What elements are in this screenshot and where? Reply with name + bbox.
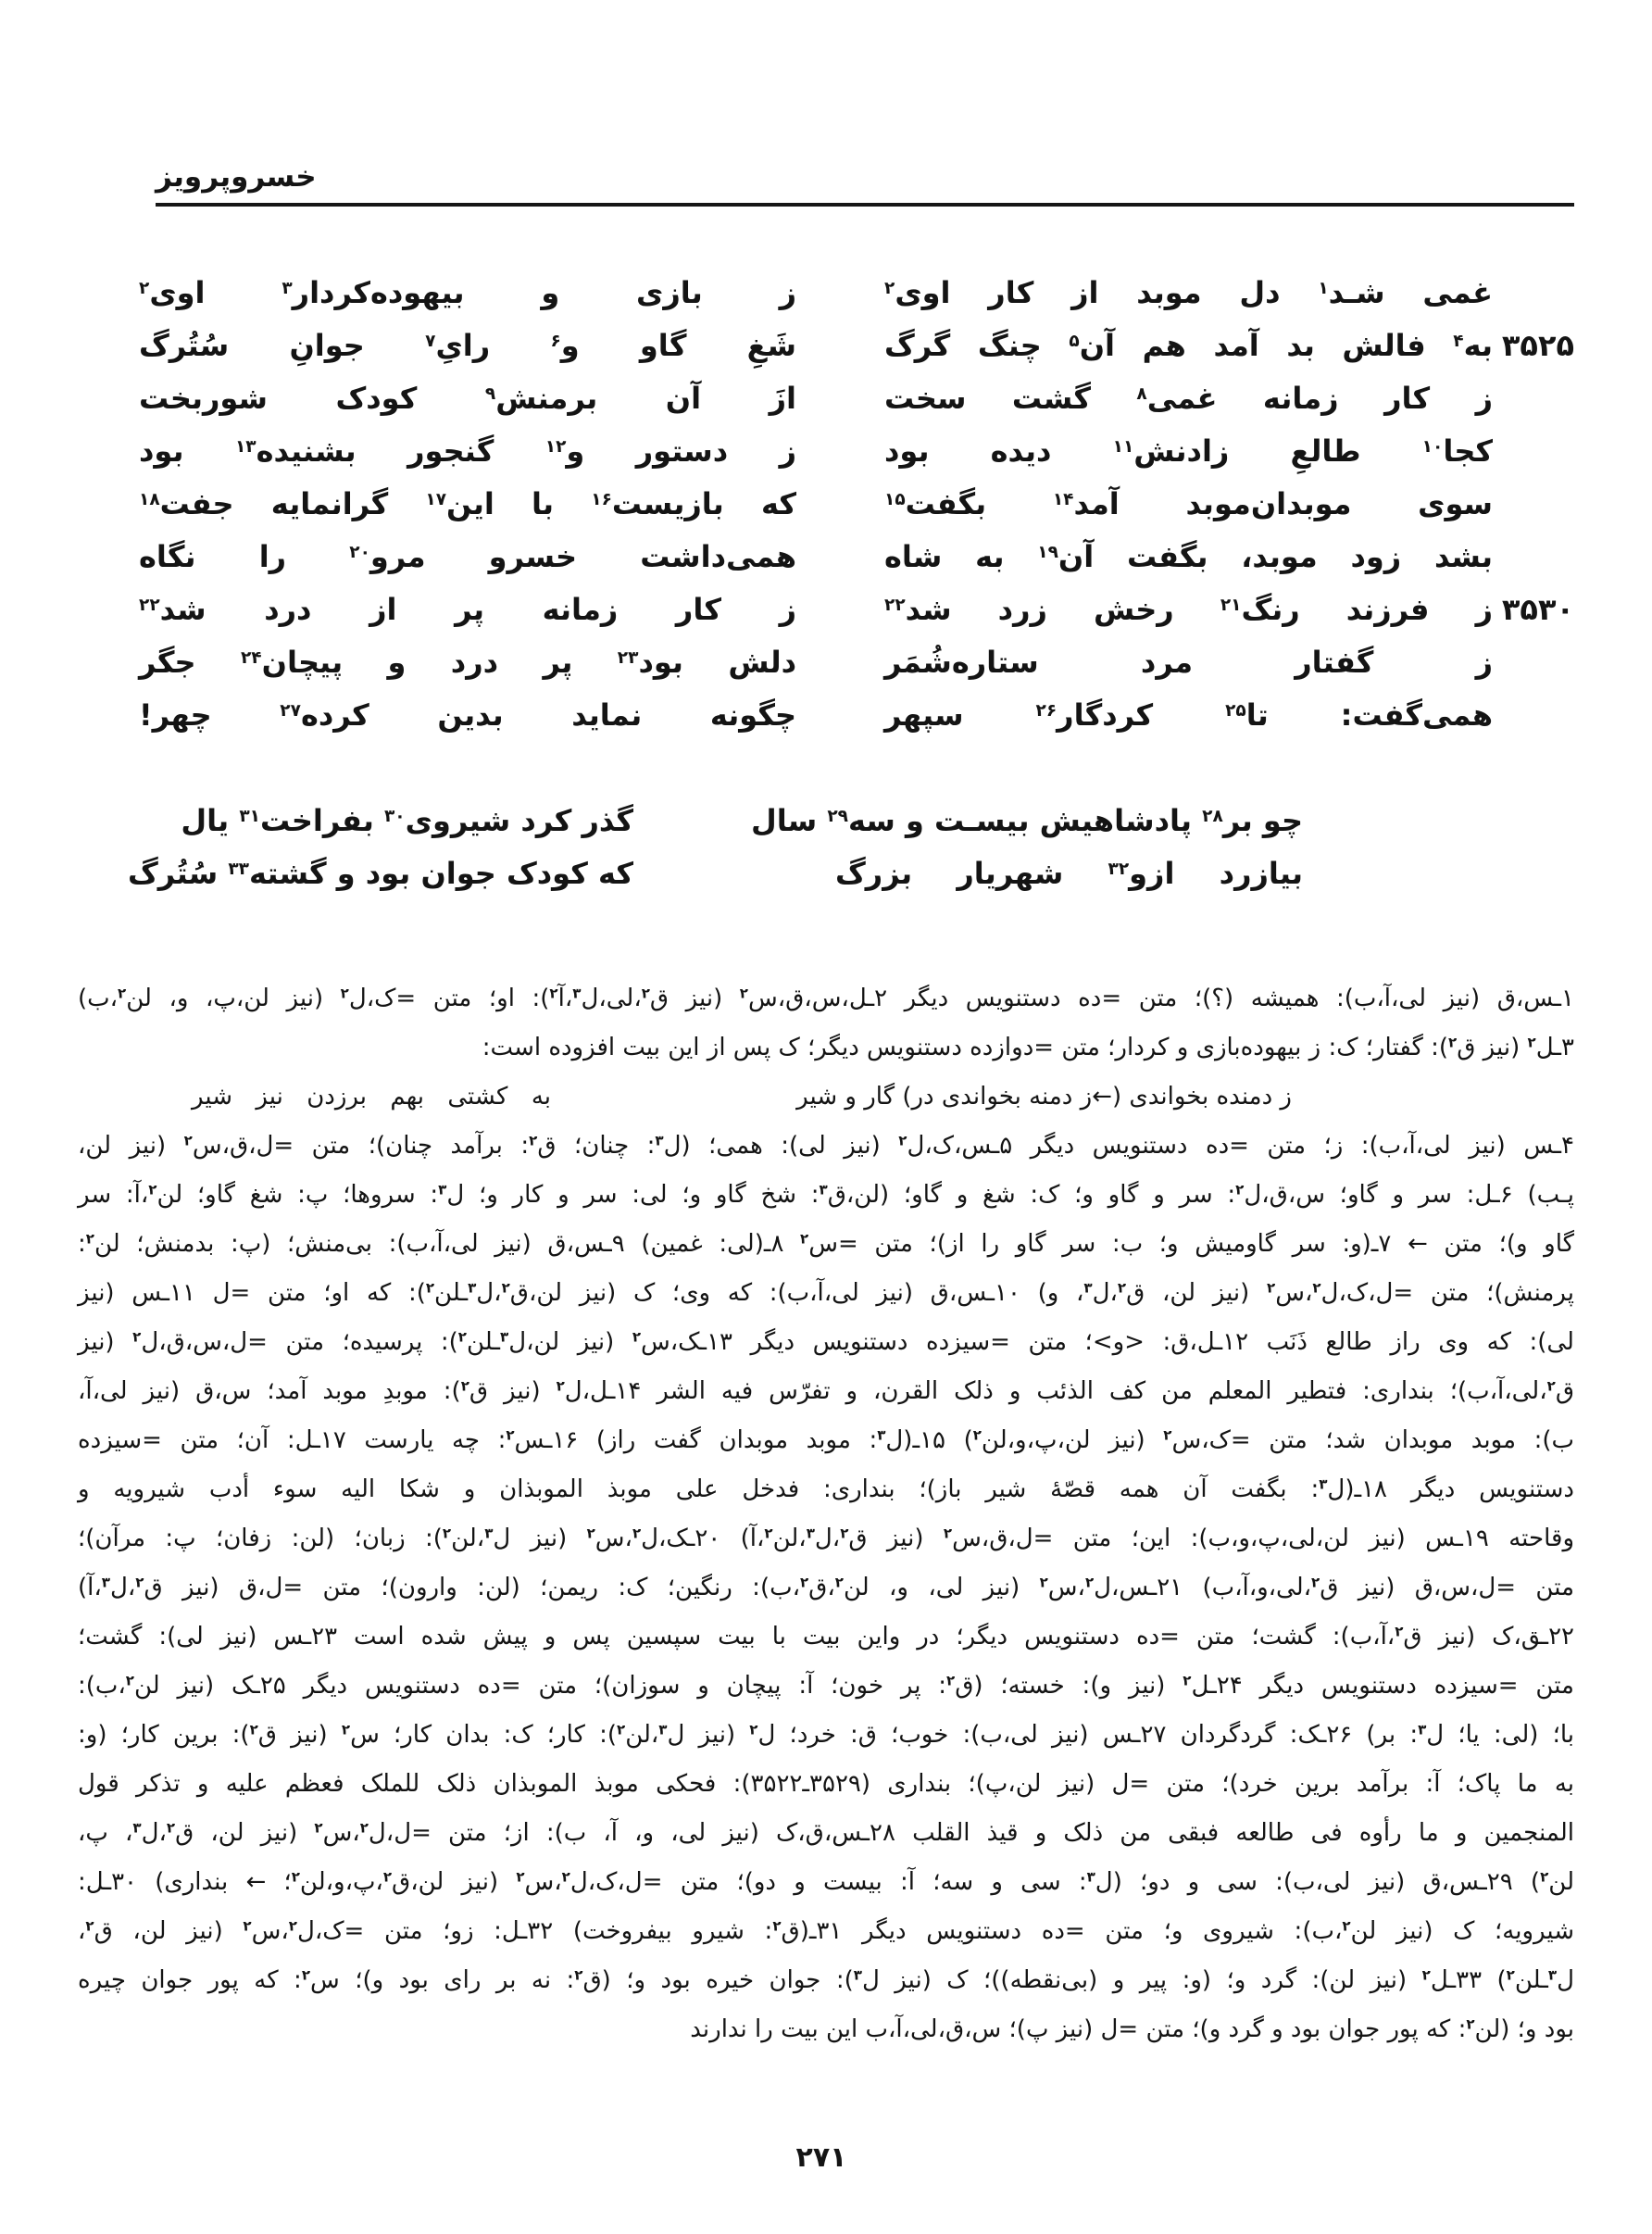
header-rule — [156, 203, 1574, 207]
apparatus-section — [78, 974, 1574, 2054]
hemistich-left: چگونه نماید بدین کرده$^{۲۷}$ چهر! — [139, 697, 797, 733]
hemistich-right: چو بر$^{۲۸}$ پادشاهیش بیسـت و سه$^{۲۹}$ سال — [750, 803, 1303, 838]
verse-number — [1493, 531, 1574, 584]
apparatus-line: پـب) ۶ـل: سر و گاو؛ س،ق،ل$^۲$: سر و گاو و؛ ک: شغ و گاو؛ (لن،ق$^۳$: شخ گاو و؛ لی: سر و کار و؛ ل$^۳$: سروها؛ پ: شغ گاو؛ لن$^۲$،آ: سر — [78, 1181, 1574, 1209]
verse-number — [1493, 636, 1574, 689]
hemistich-right: به$^۴$ فالش بد آمد هم آن$^۵$ چنگ گرگ — [884, 328, 1494, 363]
hemistich-right: همی‌گفت: تا$^{۲۵}$ کردگار$^{۲۶}$ سپهر — [884, 697, 1493, 733]
apparatus-line: ل$^۳$ـلن$^۲$) ۳۳ـل$^۲$ (نیز لن): گرد و؛ (و: پیر و (بی‌نقطه))؛ ک (نیز ل$^۳$): جوان خیره بود و؛ (ق$^۲$: نه بر رای بود و)؛ س$^۲$: که پور جوان چیره — [78, 1966, 1574, 1994]
verse-row — [139, 636, 1574, 689]
apparatus-line: شیرویه؛ ک (نیز لن$^۲$،ب): شیروی و؛ متن =ده دستنویس دیگر ۳۱ـ(ق$^۲$: شیرو بیفروخت) ۳۲ـل: زو؛ متن =ک،ل$^۲$،س$^۲$ (نیز لن، ق$^۲$، — [78, 1917, 1575, 1945]
verse-row — [139, 320, 1574, 372]
apparatus-line: ۳ـل$^۲$ (نیز ق$^۲$): گفتار؛ ک: ز بیهوده‌بازی و کردار؛ متن =دوازده دستنویس دیگر؛ ک پس از این بیت افزوده است: — [482, 1034, 1574, 1061]
apparatus-line: متن =ل،س،ق (نیز ق$^۲$،لی،و،آ،ب) ۲۱ـس،ل$^۲$،س$^۲$ (نیز لی، و، لن$^۲$،ق$^۲$،ب): رنگین؛ ک: ریمن؛ (لن: وارون)؛ متن =ل،ق (نیز ق$^۲$،ل$^۳$،آ) — [78, 1574, 1574, 1601]
hemistich-left: دلش بود$^{۲۳}$ پر درد و پیچان$^{۲۴}$ جگر — [139, 645, 797, 680]
quoted-hemistich-right: ز دمنده بخواندی (←ز دمنه بخواندی در) گار و شیر — [796, 1083, 1292, 1111]
verse-number — [1493, 267, 1574, 320]
hemistich-right: سوی موبدان‌موبد آمد$^{۱۴}$ بگفت$^{۱۵}$ — [884, 486, 1494, 521]
verse-row — [139, 425, 1574, 478]
hemistich-left: همی‌داشت خسرو مرو$^{۲۰}$ را نگاه — [139, 539, 796, 574]
apparatus-line: المنجمین و ما رأوه فی طالعه فبقی من ذلک و قیذ القلب ۲۸ـس،ق،ک (نیز لی، و، آ، ب): از؛ متن =ل،ل$^۲$،س$^۲$ (نیز لن، ق$^۲$،ل$^۳$، پ، — [78, 1819, 1574, 1847]
hemistich-left: ازَ آن برمنش$^۹$ کودک شوربخت — [139, 381, 797, 416]
quoted-hemistich-left: به کشتی بهم برزدن نیز شیر — [192, 1083, 551, 1111]
hemistich-left: که کودک جوان بود و گشته$^{۳۳}$ سُتُرگ — [128, 856, 633, 891]
hemistich-left: که بازیست$^{۱۶}$ با این$^{۱۷}$ گرانمایه جفت$^{۱۸}$ — [139, 486, 797, 521]
hemistich-left: گذر کرد شیروی$^{۳۰}$ بفراخت$^{۳۱}$ یال — [181, 803, 633, 838]
apparatus-line: ق$^۲$،لی،آ،ب)؛ بنداری: فتطیر المعلم من کف الذئب و ذلک القرن، و تفرّس فیه الشر ۱۴ـل،ل$^۲$ (نیز ق$^۲$): موبدِ موبد آمد؛ س،ق (نیز لی،آ، — [78, 1377, 1574, 1405]
apparatus-line: گاو و)؛ متن ← ۷ـ(و: سر گاومیش و؛ ب: سر گاو را از)؛ متن =س$^۲$ ۸ـ(لی: غمین) ۹ـس،ق (نیز لی،آ،ب): بی‌منش؛ (پ: بدمنش؛ لن$^۲$: — [78, 1230, 1574, 1258]
hemistich-right: ز کار زمانه غمی$^۸$ گشت سخت — [884, 381, 1494, 416]
apparatus-line: لن$^۲$) ۲۹ـس،ق (نیز لی،ب): سی و دو؛ (ل$^۳$: سی و سه؛ آ: بیست و دو)؛ متن =ل،ک،ل$^۲$،س$^۲$ (نیز لن،ق$^۲$،پ،و،لن$^۲$؛ ← بنداری) ۳۰ـل: — [78, 1868, 1574, 1896]
hemistich-right: غمی شـد$^۱$ دل موبد از کار اوی$^۲$ — [884, 275, 1494, 310]
page-number: ۲۷۱ — [795, 2141, 847, 2174]
verse-row — [128, 847, 1574, 900]
hemistich-right: کجا$^{۱۰}$ طالعِ زادنش$^{۱۱}$ دیده بود — [884, 433, 1493, 469]
apparatus-line: ب): موبد موبدان شد؛ متن =ک،س$^۲$ (نیز لن،پ،و،لن$^۲$) ۱۵ـ(ل$^۳$: موبد موبدان گفت راز) ۱۶ـس$^۲$: چه یارست ۱۷ـل: آن؛ متن =سیزده — [78, 1426, 1574, 1454]
hemistich-right: بیازرد ازو$^{۳۲}$ شهریار بزرگ — [835, 856, 1303, 891]
verse-number — [1493, 689, 1574, 742]
apparatus-line: ۱ـس،ق (نیز لی،آ،ب): همیشه (؟)؛ متن =ده دستنویس دیگر ۲ـل،س،ق،س$^۲$ (نیز ق$^۲$،لی،ل$^۳$،آ$^۲$): او؛ متن =ک،ل$^۲$ (نیز لن،پ، و، لن$^۲$،ب) — [78, 985, 1574, 1012]
verse-number — [1493, 847, 1574, 900]
hemistich-left: شَغِ گاو و$^۶$ رایِ$^۷$ جوانِ سُتُرگ — [139, 328, 797, 363]
hemistich-right: بشد زود موبد، بگفت آن$^{۱۹}$ به شاه — [884, 539, 1494, 574]
hemistich-left: ز کار زمانه پر از درد شد$^{۲۲}$ — [139, 592, 796, 627]
verse-row — [139, 478, 1574, 531]
hemistich-right: ز فرزند رنگ$^{۲۱}$ رخش زرد شد$^{۲۲}$ — [884, 592, 1494, 627]
apparatus-line: پرمنش)؛ متن =ل،ک،ل$^۲$،س$^۲$ (نیز لن، ق$^۲$،ل$^۳$، و) ۱۰ـس،ق (نیز لی،آ،ب): که وی؛ ک (نیز لن،ق$^۲$،ل$^۳$ـلن$^۲$): که او؛ متن =ل ۱۱ـس (نیز — [78, 1279, 1574, 1307]
verse-row — [139, 372, 1574, 425]
verse-row — [139, 267, 1574, 320]
verse-number: ۳۵۳۰ — [1501, 592, 1574, 627]
apparatus-line: بود و؛ (لن$^۲$: که پور جوان بود و گرد و)؛ متن =ل (نیز پ)؛ س،ق،لی،آ،ب این بیت را ندارند — [690, 2015, 1574, 2043]
verse-number: ۳۵۲۵ — [1501, 328, 1574, 363]
verse-number — [1493, 425, 1574, 478]
apparatus-line: وقاحته ۱۹ـس (نیز لن،لی،پ،و،ب): این؛ متن =ل،ق،س$^۲$ (نیز ق$^۲$،ل$^۳$،لن$^۲$،آ) ۲۰ـک،ل$^۲$،س$^۲$ (نیز ل$^۳$،لن$^۲$): زبان؛ (لن: زفان؛ پ: مرآن)؛ — [78, 1525, 1574, 1552]
verse-row — [139, 795, 1574, 847]
apparatus-line: با؛ (لی: یا؛ ل$^۳$: بر) ۲۶ـک: گردگردان ۲۷ـس (نیز لی،ب): خوب؛ ق: خرد؛ ل$^۲$ (نیز ل$^۳$،لن$^۲$): کار؛ ک: بدان کار؛ س$^۲$ (نیز ق$^۲$): برین کار؛ (و: — [78, 1721, 1574, 1749]
verse-row — [139, 584, 1574, 636]
apparatus-line: لی): که وی راز طالع ذَنَب ۱۲ـل،ق: <و>؛ متن =سیزده دستنویس دیگر ۱۳ـک،س$^۲$ (نیز لن،ل$^۳$ـلن$^۲$): پرسیده؛ متن =ل،س،ق،ل$^۲$ (نیز — [78, 1328, 1574, 1356]
hemistich-right: ز گفتار مرد ستاره‌شُمَر — [884, 645, 1493, 680]
verse-number — [1493, 478, 1574, 531]
apparatus-quoted-verse — [78, 1073, 1574, 1122]
poem-section — [128, 267, 1574, 900]
verse-number — [1493, 795, 1574, 847]
apparatus-line: ۴ـس (نیز لی،آ،ب): ز؛ متن =ده دستنویس دیگر ۵ـس،ک،ل$^۲$ (نیز لی): همی؛ (ل$^۳$: چنان؛ ق$^۲$: برآمد چنان)؛ متن =ل،ق،س$^۲$ (نیز لن، — [78, 1132, 1574, 1160]
apparatus-line: به ما پاک؛ آ: برآمد برین خرد)؛ متن =ل (نیز لن،پ)؛ بنداری (۳۵۲۹ـ۳۵۲۲): فحکی موبذ الموبذان ذلک للملک فعظم علیه و تذکر قول — [78, 1770, 1575, 1798]
hemistich-left: ز دستور و$^{۱۲}$ گنجور بشنیده$^{۱۳}$ بود — [139, 433, 797, 469]
apparatus-line: متن =سیزده دستنویس دیگر ۲۴ـل$^۲$ (نیز و): خسته؛ (ق$^۲$: پر خون؛ آ: پیچان و سوزان)؛ متن =ده دستنویس دیگر ۲۵ـک (نیز لن$^۲$،ب): — [78, 1672, 1574, 1700]
chapter-title: خسروپرویز — [156, 160, 317, 194]
verse-row — [139, 531, 1574, 584]
hemistich-left: ز بازی و بیهوده‌کردار$^۳$ اوی$^۲$ — [139, 275, 797, 310]
apparatus-line: دستنویس دیگر ۱۸ـ(ل$^۳$: بگفت آن همه قصّهٔ شیر باز)؛ بنداری: فدخل علی موبذ الموبذان و شکا الیه سوء أدب شیرویه و — [78, 1475, 1574, 1503]
verse-number — [1493, 372, 1574, 425]
apparatus-line: ۲۲ـق،ک (نیز ق$^۲$،آ،ب): گشت؛ متن =ده دستنویس دیگر؛ در واین بیت با بیت سپسین پس و پیش شده است ۲۳ـس (نیز لی): گشت؛ — [78, 1623, 1574, 1650]
verse-row — [139, 689, 1574, 742]
